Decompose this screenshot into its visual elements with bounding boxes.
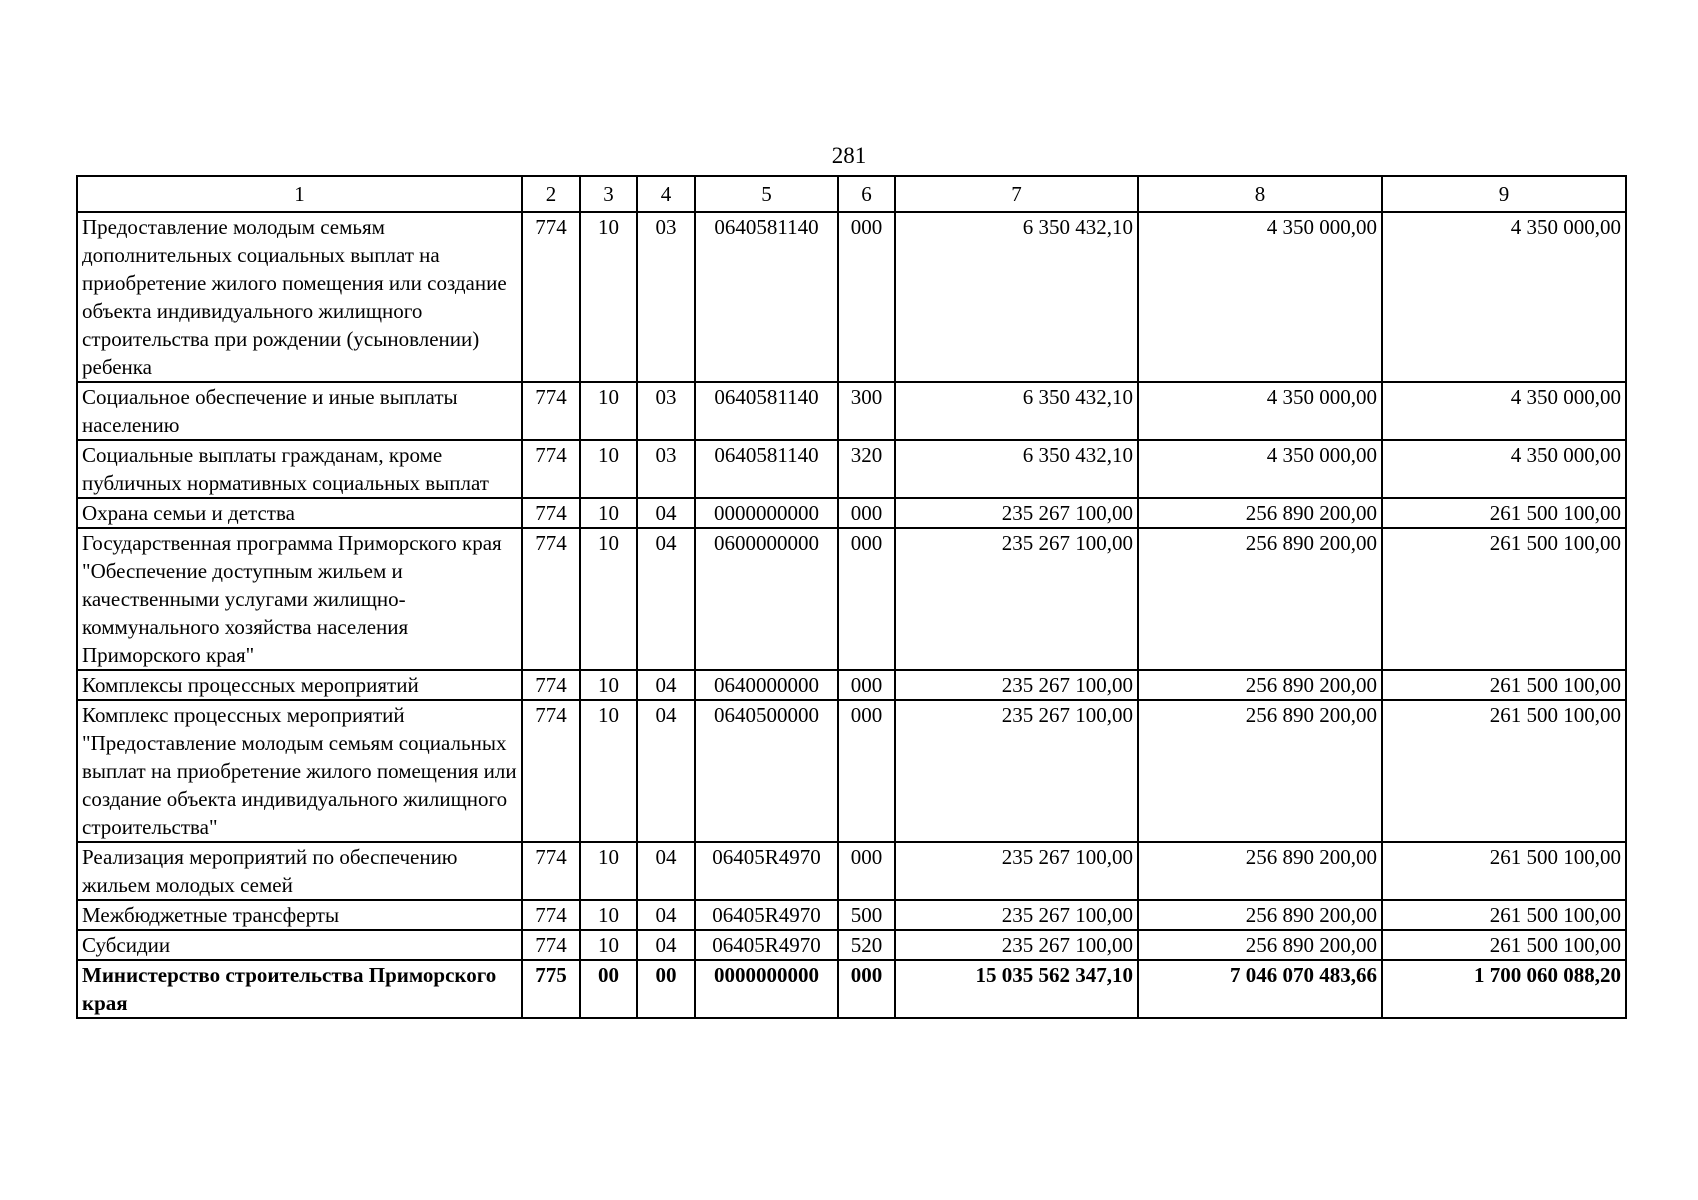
- table-row: [77, 670, 1626, 700]
- amount-cell: 4 350 000,00: [1138, 212, 1382, 382]
- code-cell: 10: [580, 700, 637, 842]
- column-header: 9: [1382, 176, 1626, 212]
- code-cell: 10: [580, 528, 637, 670]
- code-cell: 774: [522, 498, 580, 528]
- code-cell: 10: [580, 900, 637, 930]
- row-name-cell: Межбюджетные трансферты: [77, 900, 522, 930]
- amount-cell: 261 500 100,00: [1382, 498, 1626, 528]
- code-cell: 10: [580, 440, 637, 498]
- code-cell: 000: [838, 842, 895, 900]
- row-name-cell: Комплексы процессных мероприятий: [77, 670, 522, 700]
- row-name-cell: Субсидии: [77, 930, 522, 960]
- amount-cell: 261 500 100,00: [1382, 930, 1626, 960]
- amount-cell: 261 500 100,00: [1382, 528, 1626, 670]
- code-cell: 06405R4970: [695, 930, 838, 960]
- code-cell: 000: [838, 498, 895, 528]
- amount-cell: 261 500 100,00: [1382, 670, 1626, 700]
- table-row: [77, 440, 1626, 498]
- code-cell: 0640000000: [695, 670, 838, 700]
- code-cell: 0000000000: [695, 960, 838, 1018]
- amount-cell: 6 350 432,10: [895, 440, 1138, 498]
- code-cell: 774: [522, 528, 580, 670]
- code-cell: 774: [522, 930, 580, 960]
- code-cell: 0640500000: [695, 700, 838, 842]
- column-header: 8: [1138, 176, 1382, 212]
- amount-cell: 235 267 100,00: [895, 842, 1138, 900]
- amount-cell: 6 350 432,10: [895, 382, 1138, 440]
- amount-cell: 6 350 432,10: [895, 212, 1138, 382]
- code-cell: 00: [580, 960, 637, 1018]
- table-row: [77, 212, 1626, 382]
- amount-cell: 235 267 100,00: [895, 670, 1138, 700]
- code-cell: 500: [838, 900, 895, 930]
- table-header: [77, 176, 1626, 212]
- code-cell: 0000000000: [695, 498, 838, 528]
- amount-cell: 256 890 200,00: [1138, 700, 1382, 842]
- code-cell: 06405R4970: [695, 900, 838, 930]
- table-body: [77, 212, 1626, 1018]
- code-cell: 000: [838, 212, 895, 382]
- row-name-cell: Социальное обеспечение и иные выплаты населению: [77, 382, 522, 440]
- code-cell: 03: [637, 212, 695, 382]
- code-cell: 04: [637, 528, 695, 670]
- amount-cell: 4 350 000,00: [1138, 440, 1382, 498]
- code-cell: 000: [838, 528, 895, 670]
- amount-cell: 235 267 100,00: [895, 900, 1138, 930]
- code-cell: 06405R4970: [695, 842, 838, 900]
- row-name-cell: Министерство строительства Приморского края: [77, 960, 522, 1018]
- column-header: 3: [580, 176, 637, 212]
- code-cell: 774: [522, 670, 580, 700]
- table-row: [77, 700, 1626, 842]
- amount-cell: 235 267 100,00: [895, 528, 1138, 670]
- budget-table: [76, 175, 1627, 1019]
- code-cell: 774: [522, 700, 580, 842]
- code-cell: 300: [838, 382, 895, 440]
- code-cell: 0600000000: [695, 528, 838, 670]
- table-row: [77, 900, 1626, 930]
- code-cell: 000: [838, 670, 895, 700]
- code-cell: 774: [522, 382, 580, 440]
- code-cell: 10: [580, 382, 637, 440]
- code-cell: 000: [838, 960, 895, 1018]
- code-cell: 774: [522, 842, 580, 900]
- column-header: 1: [77, 176, 522, 212]
- code-cell: 774: [522, 212, 580, 382]
- amount-cell: 4 350 000,00: [1382, 212, 1626, 382]
- row-name-cell: Комплекс процессных мероприятий "Предоставление молодым семьям социальных выплат на приобретение жилого помещения или создание объекта индивидуального жилищного строительства": [77, 700, 522, 842]
- code-cell: 0640581140: [695, 382, 838, 440]
- amount-cell: 4 350 000,00: [1138, 382, 1382, 440]
- code-cell: 0640581140: [695, 440, 838, 498]
- column-header: 6: [838, 176, 895, 212]
- column-header: 2: [522, 176, 580, 212]
- amount-cell: 261 500 100,00: [1382, 842, 1626, 900]
- page-number: 281: [831, 143, 867, 168]
- row-name-cell: Социальные выплаты гражданам, кроме публичных нормативных социальных выплат: [77, 440, 522, 498]
- amount-cell: 4 350 000,00: [1382, 382, 1626, 440]
- amount-cell: 7 046 070 483,66: [1138, 960, 1382, 1018]
- code-cell: 04: [637, 498, 695, 528]
- code-cell: 10: [580, 498, 637, 528]
- code-cell: 774: [522, 440, 580, 498]
- table-row: [77, 382, 1626, 440]
- amount-cell: 261 500 100,00: [1382, 700, 1626, 842]
- code-cell: 10: [580, 670, 637, 700]
- code-cell: 04: [637, 842, 695, 900]
- amount-cell: 256 890 200,00: [1138, 498, 1382, 528]
- code-cell: 03: [637, 382, 695, 440]
- column-header: 5: [695, 176, 838, 212]
- amount-cell: 256 890 200,00: [1138, 528, 1382, 670]
- code-cell: 774: [522, 900, 580, 930]
- code-cell: 775: [522, 960, 580, 1018]
- code-cell: 520: [838, 930, 895, 960]
- column-header: 4: [637, 176, 695, 212]
- row-name-cell: Охрана семьи и детства: [77, 498, 522, 528]
- code-cell: 04: [637, 670, 695, 700]
- amount-cell: 256 890 200,00: [1138, 842, 1382, 900]
- column-header: 7: [895, 176, 1138, 212]
- row-name-cell: Предоставление молодым семьям дополнительных социальных выплат на приобретение жилого помещения или создание объекта индивидуального жилищного строительства при рождении (усыновлении) ребенка: [77, 212, 522, 382]
- code-cell: 04: [637, 700, 695, 842]
- row-name-cell: Реализация мероприятий по обеспечению жильем молодых семей: [77, 842, 522, 900]
- amount-cell: 15 035 562 347,10: [895, 960, 1138, 1018]
- amount-cell: 235 267 100,00: [895, 700, 1138, 842]
- code-cell: 000: [838, 700, 895, 842]
- table-row: [77, 930, 1626, 960]
- table-row: [77, 498, 1626, 528]
- amount-cell: 256 890 200,00: [1138, 670, 1382, 700]
- amount-cell: 256 890 200,00: [1138, 900, 1382, 930]
- total-row: [77, 960, 1626, 1018]
- row-name-cell: Государственная программа Приморского края "Обеспечение доступным жильем и качественными услугами жилищно-коммунального хозяйства населения Приморского края": [77, 528, 522, 670]
- table-row: [77, 842, 1626, 900]
- code-cell: 00: [637, 960, 695, 1018]
- code-cell: 320: [838, 440, 895, 498]
- code-cell: 04: [637, 930, 695, 960]
- code-cell: 03: [637, 440, 695, 498]
- table-row: [77, 528, 1626, 670]
- code-cell: 10: [580, 842, 637, 900]
- amount-cell: 1 700 060 088,20: [1382, 960, 1626, 1018]
- amount-cell: 235 267 100,00: [895, 930, 1138, 960]
- amount-cell: 261 500 100,00: [1382, 900, 1626, 930]
- code-cell: 04: [637, 900, 695, 930]
- amount-cell: 4 350 000,00: [1382, 440, 1626, 498]
- code-cell: 10: [580, 212, 637, 382]
- header-row: [77, 176, 1626, 212]
- amount-cell: 256 890 200,00: [1138, 930, 1382, 960]
- code-cell: 10: [580, 930, 637, 960]
- amount-cell: 235 267 100,00: [895, 498, 1138, 528]
- code-cell: 0640581140: [695, 212, 838, 382]
